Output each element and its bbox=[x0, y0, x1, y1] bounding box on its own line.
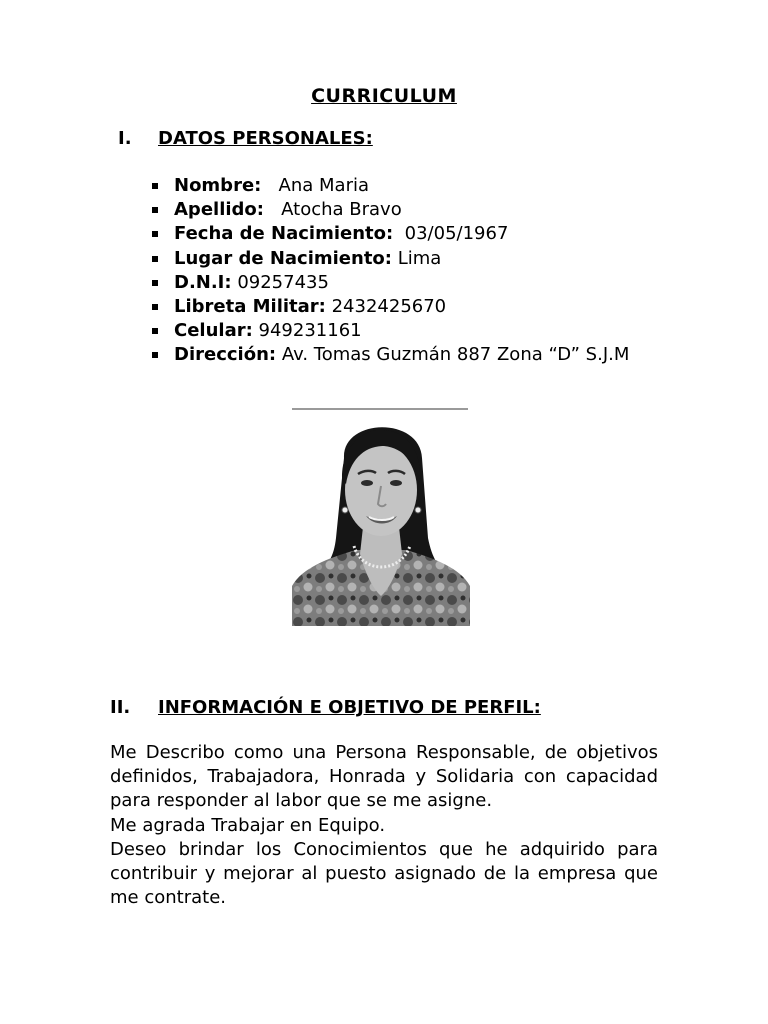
section-heading-personal-data bbox=[118, 128, 373, 149]
field-value: Ana Maria bbox=[278, 175, 369, 196]
field-value: 03/05/1967 bbox=[404, 223, 509, 245]
section-heading-profile bbox=[110, 697, 541, 718]
document-title: CURRICULUM bbox=[311, 85, 457, 107]
field-label: Lugar de Nacimiento: bbox=[174, 247, 392, 269]
list-item-birth-place bbox=[152, 247, 662, 271]
profile-photo bbox=[292, 418, 470, 626]
section-title: DATOS PERSONALES: bbox=[158, 128, 373, 149]
photo-divider bbox=[292, 408, 468, 410]
field-label: D.N.I: bbox=[174, 271, 232, 293]
bullet-icon bbox=[152, 207, 158, 213]
section-number: I. bbox=[118, 128, 132, 149]
summary-paragraph: Me Describo como una Persona Responsable, de objetivos definidos, Trabajadora, Honrada y Solidaria con capacidad para responder al labor que se me asigne. bbox=[110, 742, 658, 812]
bullet-icon bbox=[152, 183, 158, 189]
bullet-icon bbox=[152, 231, 158, 237]
bullet-icon bbox=[152, 256, 158, 262]
summary-paragraph: Me agrada Trabajar en Equipo. bbox=[110, 814, 386, 836]
field-value: 949231161 bbox=[258, 320, 362, 342]
field-value: Atocha Bravo bbox=[281, 199, 402, 221]
profile-summary bbox=[110, 741, 658, 910]
field-label: Apellido: bbox=[174, 199, 264, 221]
section-number: II. bbox=[110, 697, 131, 718]
section-title: INFORMACIÓN E OBJETIVO DE PERFIL: bbox=[158, 697, 541, 718]
field-label: Libreta Militar: bbox=[174, 296, 326, 318]
summary-paragraph: Deseo brindar los Conocimientos que he adquirido para contribuir y mejorar al puesto asignado de la empresa que me contrate. bbox=[110, 838, 658, 909]
list-item-name bbox=[152, 174, 662, 198]
field-value: Lima bbox=[397, 247, 442, 269]
field-label: Celular: bbox=[174, 320, 253, 342]
list-item-birth-date bbox=[152, 222, 662, 246]
list-item-surname bbox=[152, 198, 662, 222]
list-item-address bbox=[152, 343, 662, 367]
field-label: Nombre: bbox=[174, 175, 262, 196]
field-label: Fecha de Nacimiento: bbox=[174, 223, 394, 245]
list-item-military-id bbox=[152, 295, 662, 319]
field-value: 2432425670 bbox=[331, 296, 447, 318]
field-value: 09257435 bbox=[237, 271, 329, 293]
field-label: Dirección: bbox=[174, 344, 277, 366]
bullet-icon bbox=[152, 352, 158, 358]
bullet-icon bbox=[152, 280, 158, 286]
field-value: Av. Tomas Guzmán 887 Zona “D” S.J.M bbox=[281, 344, 630, 366]
list-item-dni bbox=[152, 271, 662, 295]
bullet-icon bbox=[152, 304, 158, 310]
list-item-phone bbox=[152, 319, 662, 343]
personal-details-list bbox=[152, 174, 662, 368]
bullet-icon bbox=[152, 328, 158, 334]
